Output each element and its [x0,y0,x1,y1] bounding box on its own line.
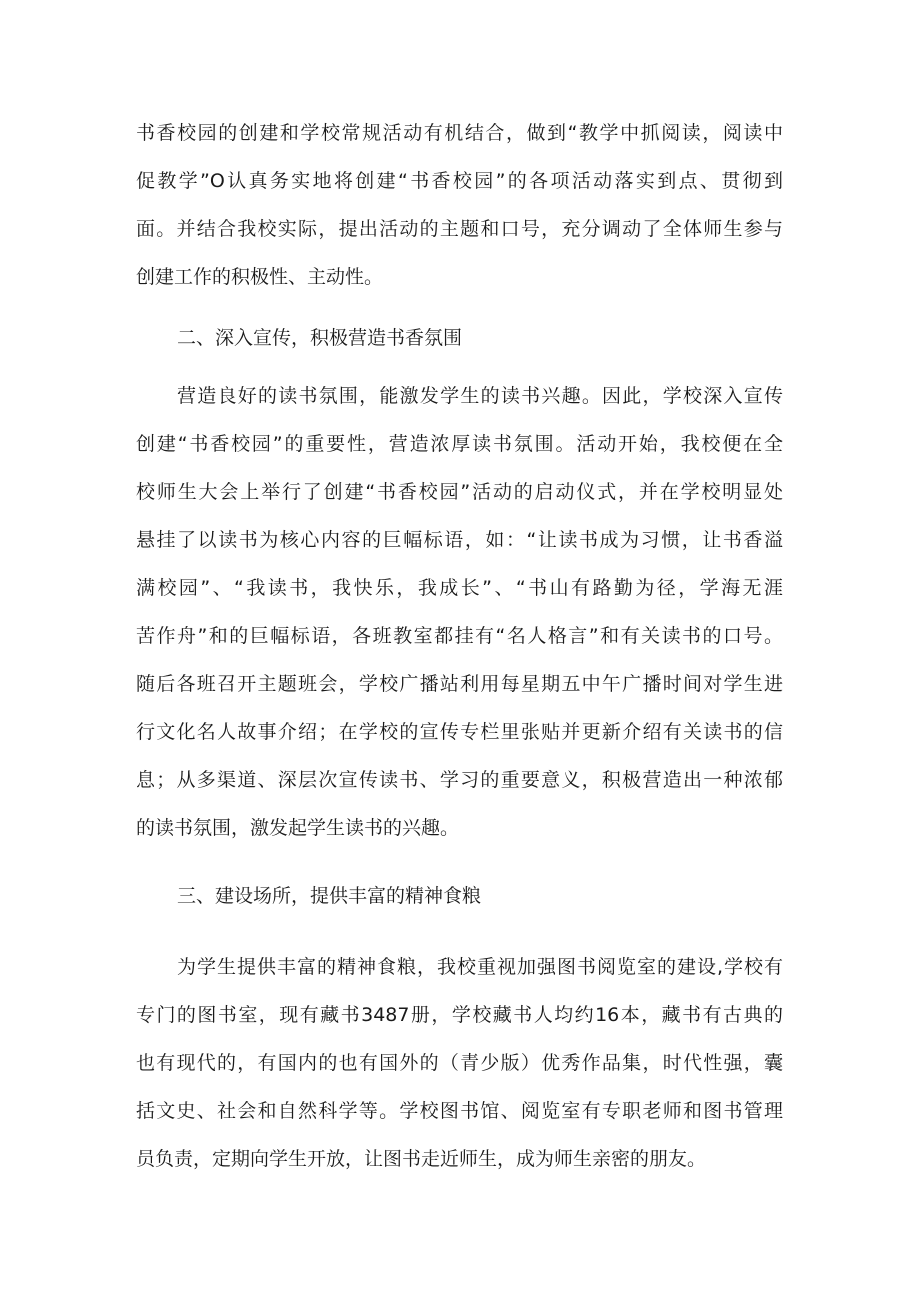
paragraph-line: 促教学”O认真务实地将创建“书香校园”的各项活动落实到点、贯彻到 [136,170,783,192]
section-heading-2: 二、深入宣传，积极营造书香氛围 [177,327,463,349]
paragraph-line: 专门的图书室，现有藏书3487册，学校藏书人均约16本，藏书有古典的 [136,1004,783,1026]
paragraph-line: 创建“书香校园”的重要性，营造浓厚读书氛围。活动开始，我校便在全 [136,433,783,455]
paragraph-line: 的读书氛围，激发起学生读书的兴趣。 [136,817,460,839]
paragraph-line: 员负责，定期向学生开放，让图书走近师生，成为师生亲密的朋友。 [136,1148,707,1170]
paragraph-line: 为学生提供丰富的精神食粮，我校重视加强图书阅览室的建设,学校有 [177,956,783,978]
paragraph-line: 苦作舟”和的巨幅标语，各班教室都挂有“名人格言”和有关读书的口号。 [136,625,783,647]
section-heading-3: 三、建设场所，提供丰富的精神食粮 [177,885,482,907]
paragraph-line: 也有现代的，有国内的也有国外的（青少版）优秀作品集，时代性强，囊 [136,1052,783,1074]
paragraph-line: 营造良好的读书氛围，能激发学生的读书兴趣。因此，学校深入宣传 [177,385,783,407]
paragraph-line: 随后各班召开主题班会，学校广播站利用每星期五中午广播时间对学生进 [136,673,783,695]
paragraph-line: 息；从多渠道、深层次宣传读书、学习的重要意义，积极营造出一种浓郁 [136,769,783,791]
paragraph-line: 校师生大会上举行了创建“书香校园”活动的启动仪式，并在学校明显处 [136,481,783,503]
paragraph-line: 满校园”、“我读书，我快乐，我成长”、“书山有路勤为径，学海无涯 [136,577,783,599]
paragraph-line: 悬挂了以读书为核心内容的巨幅标语，如：“让读书成为习惯，让书香溢 [136,529,783,551]
paragraph-line: 面。并结合我校实际，提出活动的主题和口号，充分调动了全体师生参与 [136,218,783,240]
paragraph-line: 创建工作的积极性、主动性。 [136,266,384,288]
paragraph-line: 括文史、社会和自然科学等。学校图书馆、阅览室有专职老师和图书管理 [136,1100,783,1122]
paragraph-line: 书香校园的创建和学校常规活动有机结合，做到“教学中抓阅读，阅读中 [136,122,783,144]
paragraph-line: 行文化名人故事介绍；在学校的宣传专栏里张贴并更新介绍有关读书的信 [136,721,783,743]
